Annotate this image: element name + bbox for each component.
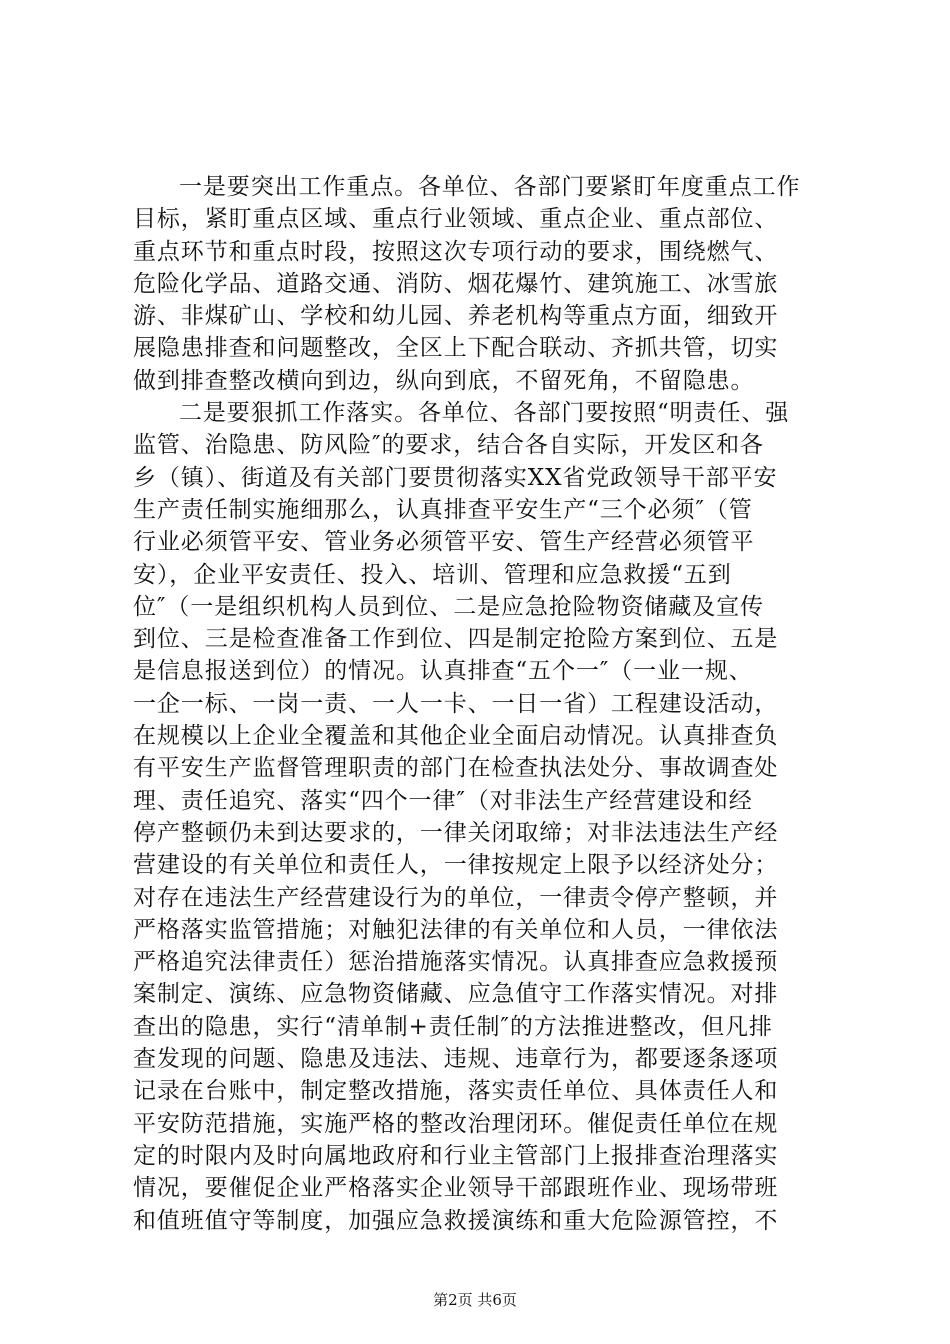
paragraph-2-line: 一企一标、一岗一责、一人一卡、一日一省）工程建设活动， <box>133 690 779 717</box>
paragraph-2-line: 二是要狠抓工作落实。各单位、各部门要按照“明责任、强 <box>179 400 790 427</box>
paragraph-1-line: 目标，紧盯重点区域、重点行业领域、重点企业、重点部位、 <box>133 206 779 233</box>
paragraph-2-line: 有平安生产监督管理职责的部门在检查执法处分、事故调查处 <box>133 755 779 782</box>
paragraph-2-line: 案制定、演练、应急物资储藏、应急值守工作落实情况。对排 <box>133 981 779 1008</box>
paragraph-2-line: 在规模以上企业全覆盖和其他企业全面启动情况。认真排查负 <box>133 723 779 750</box>
body-text <box>133 171 828 1237</box>
paragraph-1-line: 危险化学品、道路交通、消防、烟花爆竹、建筑施工、冰雪旅 <box>133 270 779 297</box>
paragraph-2-line: 查发现的问题、隐患及违法、违规、违章行为，都要逐条逐项 <box>133 1046 779 1073</box>
paragraph-2-line: 安），企业平安责任、投入、培训、管理和应急救援“五到 <box>133 561 732 588</box>
paragraph-1-line: 一是要突出工作重点。各单位、各部门要紧盯年度重点工作 <box>179 174 801 200</box>
paragraph-2-line: 行业必须管平安、管业务必须管平安、管生产经营必须管平 <box>133 529 755 556</box>
paragraph-2-line: 生产责任制实施细那么，认真排查平安生产“三个必须″（管 <box>133 496 753 523</box>
paragraph-2-line: 停产整顿仍未到达要求的，一律关闭取缔；对非法违法生产经 <box>133 819 779 846</box>
paragraph-2-line: 理、责任追究、落实“四个一律″（对非法生产经营建设和经 <box>133 787 753 814</box>
paragraph-1-line: 游、非煤矿山、学校和幼儿园、养老机构等重点方面，细致开 <box>133 303 779 330</box>
paragraph-2-line: 监管、治隐患、防风险″的要求，结合各自实际，开发区和各 <box>133 432 764 459</box>
paragraph-2-line: 查出的隐患，实行“清单制+责任制″的方法推进整改，但凡排 <box>133 1013 773 1040</box>
paragraph-2-line: 乡（镇）、街道及有关部门要贯彻落实XX省党政领导干部平安 <box>133 464 778 491</box>
paragraph-2-line: 位″（一是组织机构人员到位、二是应急抢险物资储藏及宣传 <box>133 593 764 620</box>
paragraph-1-line: 做到排查整改横向到边，纵向到底，不留死角，不留隐患。 <box>133 367 755 394</box>
paragraph-1-line: 展隐患排查和问题整改，全区上下配合联动、齐抓共管，切实 <box>133 335 779 362</box>
paragraph-2-line: 营建设的有关单位和责任人，一律按规定上限予以经济处分； <box>133 852 779 879</box>
paragraph-2-line: 严格追究法律责任）惩治措施落实情况。认真排查应急救援预 <box>133 949 779 976</box>
paragraph-2-line: 记录在台账中，制定整改措施，落实责任单位、具体责任人和 <box>133 1078 779 1105</box>
paragraph-2-line: 严格落实监管措施；对触犯法律的有关单位和人员，一律依法 <box>133 916 779 943</box>
page-footer: 第2页 共6页 <box>433 1291 517 1309</box>
paragraph-2-line: 定的时限内及时向属地政府和行业主管部门上报排查治理落实 <box>133 1142 779 1169</box>
paragraph-1-line: 重点环节和重点时段，按照这次专项行动的要求，围绕燃气、 <box>133 238 779 265</box>
paragraph-2-line: 到位、三是检查准备工作到位、四是制定抢险方案到位、五是 <box>133 626 779 653</box>
paragraph-2-line: 情况，要催促企业严格落实企业领导干部跟班作业、现场带班 <box>133 1175 779 1202</box>
paragraph-2-line: 平安防范措施，实施严格的整改治理闭环。催促责任单位在规 <box>133 1110 779 1137</box>
paragraph-2-line: 是信息报送到位）的情况。认真排查“五个一″（一业一规、 <box>133 658 753 685</box>
paragraph-2-line: 和值班值守等制度，加强应急救援演练和重大危险源管控，不 <box>133 1207 779 1234</box>
paragraph-2-line: 对存在违法生产经营建设行为的单位，一律责令停产整顿，并 <box>133 884 779 911</box>
